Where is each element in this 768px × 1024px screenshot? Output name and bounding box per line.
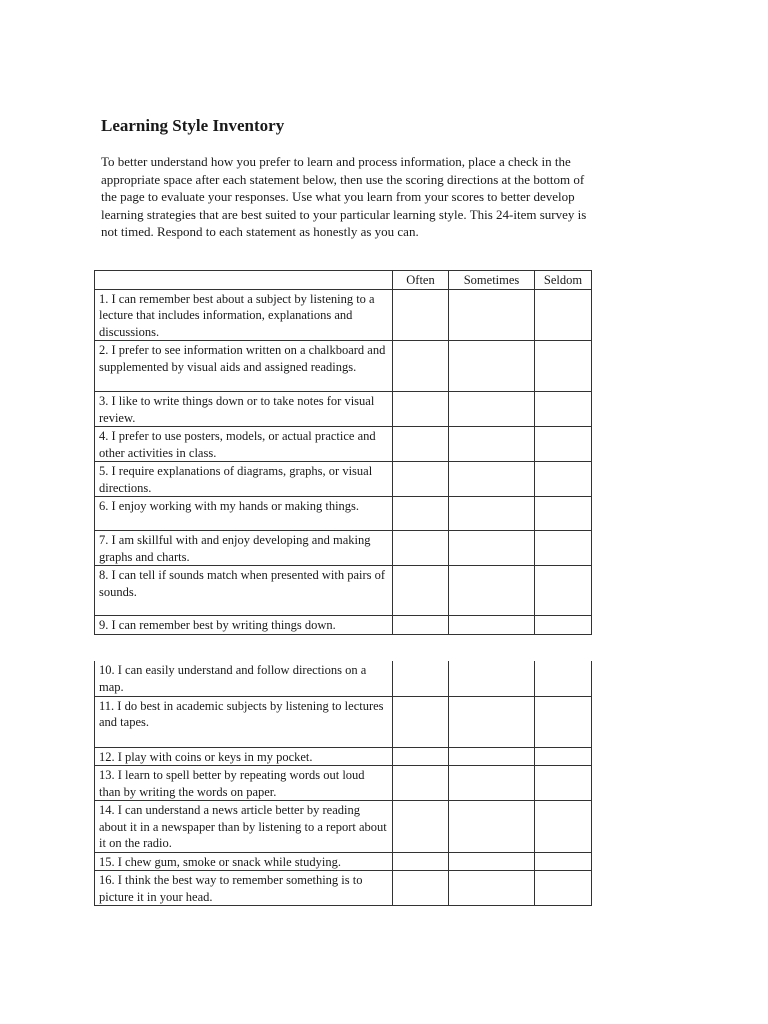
seldom-cell[interactable] (535, 531, 592, 566)
statement-column-header (95, 271, 393, 290)
statement-text: 10. I can easily understand and follow directions on a map. (95, 661, 393, 696)
seldom-cell[interactable] (535, 747, 592, 766)
sometimes-cell[interactable] (449, 531, 535, 566)
sometimes-cell[interactable] (449, 289, 535, 341)
table-row (95, 497, 592, 531)
sometimes-column-header: Sometimes (449, 271, 535, 290)
seldom-cell[interactable] (535, 341, 592, 392)
seldom-cell[interactable] (535, 616, 592, 635)
sometimes-cell[interactable] (449, 392, 535, 427)
sometimes-cell[interactable] (449, 341, 535, 392)
statement-text: 12. I play with coins or keys in my pocket. (95, 747, 393, 766)
sometimes-cell[interactable] (449, 801, 535, 853)
often-cell[interactable] (393, 531, 449, 566)
seldom-cell[interactable] (535, 497, 592, 531)
statement-text: 16. I think the best way to remember something is to picture it in your head. (95, 871, 393, 906)
table-row (95, 661, 592, 696)
often-cell[interactable] (393, 497, 449, 531)
intro-paragraph: To better understand how you prefer to learn and process information, place a check in the appropriate space after each statement below, then use the scoring directions at the bottom of the page to evaluate your responses. Use what you learn from your scores to better develop learning strategies that are best suited to your particular learning style. This 24-item survey is not timed. Respond to each statement as honestly as you can. (101, 154, 587, 240)
often-cell[interactable] (393, 801, 449, 853)
often-cell[interactable] (393, 661, 449, 696)
table-row (95, 696, 592, 747)
often-cell[interactable] (393, 747, 449, 766)
table-row (95, 392, 592, 427)
seldom-cell[interactable] (535, 427, 592, 462)
often-cell[interactable] (393, 341, 449, 392)
table-row (95, 852, 592, 871)
often-cell[interactable] (393, 852, 449, 871)
table-row (95, 341, 592, 392)
table-row (95, 801, 592, 853)
statement-text: 11. I do best in academic subjects by listening to lectures and tapes. (95, 696, 393, 747)
seldom-column-header: Seldom (535, 271, 592, 290)
sometimes-cell[interactable] (449, 497, 535, 531)
seldom-cell[interactable] (535, 801, 592, 853)
seldom-cell[interactable] (535, 462, 592, 497)
often-cell[interactable] (393, 462, 449, 497)
sometimes-cell[interactable] (449, 871, 535, 906)
seldom-cell[interactable] (535, 766, 592, 801)
seldom-cell[interactable] (535, 392, 592, 427)
seldom-cell[interactable] (535, 871, 592, 906)
page-title: Learning Style Inventory (101, 116, 285, 135)
sometimes-cell[interactable] (449, 427, 535, 462)
often-cell[interactable] (393, 427, 449, 462)
sometimes-cell[interactable] (449, 696, 535, 747)
statement-text: 15. I chew gum, smoke or snack while studying. (95, 852, 393, 871)
statement-text: 5. I require explanations of diagrams, graphs, or visual directions. (95, 462, 393, 497)
statement-text: 7. I am skillful with and enjoy developing and making graphs and charts. (95, 531, 393, 566)
often-column-header: Often (393, 271, 449, 290)
often-cell[interactable] (393, 566, 449, 616)
table-row (95, 871, 592, 906)
often-cell[interactable] (393, 766, 449, 801)
sometimes-cell[interactable] (449, 766, 535, 801)
seldom-cell[interactable] (535, 852, 592, 871)
seldom-cell[interactable] (535, 566, 592, 616)
table-row (95, 531, 592, 566)
header-row (95, 271, 592, 290)
often-cell[interactable] (393, 616, 449, 635)
seldom-cell[interactable] (535, 661, 592, 696)
inventory-table-part-2 (94, 661, 592, 906)
sometimes-cell[interactable] (449, 616, 535, 635)
table-row (95, 289, 592, 341)
table-row (95, 766, 592, 801)
statement-text: 6. I enjoy working with my hands or making things. (95, 497, 393, 531)
sometimes-cell[interactable] (449, 462, 535, 497)
often-cell[interactable] (393, 392, 449, 427)
table-row (95, 462, 592, 497)
statement-text: 1. I can remember best about a subject by listening to a lecture that includes information, explanations and discussions. (95, 289, 393, 341)
statement-text: 2. I prefer to see information written on a chalkboard and supplemented by visual aids and assigned readings. (95, 341, 393, 392)
table-row (95, 616, 592, 635)
sometimes-cell[interactable] (449, 661, 535, 696)
sometimes-cell[interactable] (449, 747, 535, 766)
statement-text: 9. I can remember best by writing things down. (95, 616, 393, 635)
statement-text: 4. I prefer to use posters, models, or actual practice and other activities in class. (95, 427, 393, 462)
seldom-cell[interactable] (535, 289, 592, 341)
often-cell[interactable] (393, 696, 449, 747)
often-cell[interactable] (393, 289, 449, 341)
inventory-table-part-1 (94, 270, 592, 635)
often-cell[interactable] (393, 871, 449, 906)
table-row (95, 747, 592, 766)
table-row (95, 566, 592, 616)
statement-text: 13. I learn to spell better by repeating words out loud than by writing the words on paper. (95, 766, 393, 801)
seldom-cell[interactable] (535, 696, 592, 747)
statement-text: 14. I can understand a news article better by reading about it in a newspaper than by listening to a report about it on the radio. (95, 801, 393, 853)
statement-text: 8. I can tell if sounds match when presented with pairs of sounds. (95, 566, 393, 616)
sometimes-cell[interactable] (449, 852, 535, 871)
table-row (95, 427, 592, 462)
statement-text: 3. I like to write things down or to take notes for visual review. (95, 392, 393, 427)
sometimes-cell[interactable] (449, 566, 535, 616)
